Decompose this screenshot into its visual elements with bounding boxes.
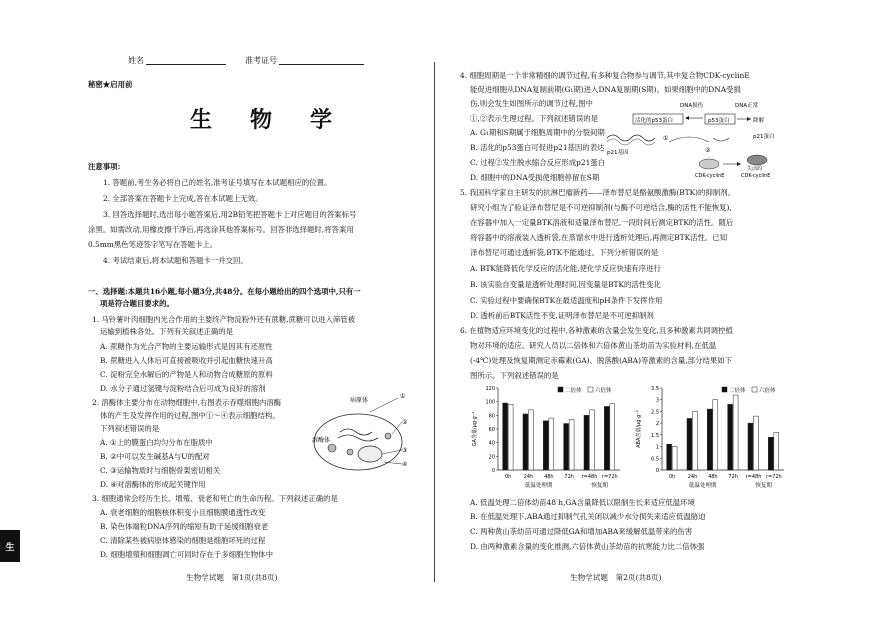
bar [543, 421, 548, 470]
ticket-field[interactable]: 准考证号 [245, 56, 364, 65]
q2-option: A. ①上的膜蛋白均匀分布在脂质中 [100, 438, 213, 447]
column-divider [434, 62, 435, 582]
x-tick-label: 24h [687, 474, 698, 480]
bar [748, 423, 753, 470]
y-tick-label: 1.5 [651, 432, 659, 439]
q5-stem: 5. 我国科学家自主研发的抗淋巴瘤新药——泽布替尼是酪氨酸激酶(BTK)的抑制剂。 [460, 188, 735, 197]
bar [754, 416, 759, 470]
fig-label: p21基因 [607, 150, 629, 156]
bar [569, 419, 574, 470]
y-tick-label: 0 [491, 468, 495, 474]
y-tick-label: 1 [655, 444, 659, 451]
fig-label: p53蛋白 [708, 118, 730, 124]
group-label: 恢复期 [591, 483, 608, 489]
bar [584, 415, 589, 470]
q5-option: D. 透析前后BTK活性不变,证明泽布替尼是不可逆抑制剂 [470, 311, 654, 320]
y-tick-label: 20 [488, 454, 495, 461]
q5-option: B. 该实验自变量是透析处理时间,因变量是BTK的活性变化 [470, 280, 661, 289]
bar [549, 418, 554, 470]
q1-option: A. 蔗糖作为光合产物的主要运输形式是因其有还原性 [100, 342, 273, 351]
legend-swatch [752, 387, 757, 392]
legend-label: 二倍体 [729, 388, 746, 394]
q4-option: D. 细胞中的DNA受损使细胞停留在S期 [470, 173, 600, 182]
fig-label: ① [400, 393, 406, 400]
fig-label: 病原体 [350, 397, 369, 404]
bar [610, 404, 615, 470]
bar [713, 400, 718, 470]
note-item: 0.5mm黑色笔迹签字笔写在答题卡上。 [88, 240, 218, 249]
q5-stem: 在容器中加入一定量BTK溶液和适量泽布替尼,一段时间后测定BTK的活性。随后 [470, 218, 734, 227]
fig-label: ② [705, 147, 711, 154]
bar [693, 411, 698, 470]
q6-option: C. 两种黄山茶幼苗可通过降低GA和增加ABA来缓解低温带来的伤害 [470, 527, 693, 536]
y-tick-label: 0.5 [651, 456, 659, 463]
fig-label: ④ [402, 461, 408, 468]
q1-stem: 运输到植株各处。下列有关叙述正确的是 [100, 327, 234, 336]
note-item: 4. 考试结束后,将本试题和答题卡一并交回。 [103, 256, 248, 265]
fig-label: CDK-cyclinE [741, 173, 771, 178]
y-tick-label: 100 [485, 399, 495, 406]
y-tick-label: 60 [488, 427, 495, 433]
q2-option: D. ④对溶酶体的形成起关键作用 [100, 480, 206, 489]
y-tick-label: 40 [488, 440, 495, 447]
q4-option: A. G₁期和S期属于细胞周期中的分裂间期 [470, 128, 605, 137]
q3-stem: 3. 细胞通常会经历生长、增殖、衰老和死亡的生命历程。下列叙述正确的是 [92, 494, 338, 503]
q5-option: A. BTK能降低化学反应的活化能,使化学反应快速有序进行 [470, 264, 661, 273]
group-label: 低温处理期 [688, 483, 717, 489]
q6-option: D. 由两种激素含量的变化推测,六倍体黄山茶幼苗的抗寒能力比二倍体强 [470, 542, 705, 551]
note-item: 2. 全部答案在答题卡上完成,答在本试题上无效。 [103, 194, 263, 203]
aba-chart [632, 380, 792, 496]
group-label: 恢复期 [755, 483, 772, 489]
fig-label: ① [663, 135, 669, 142]
q5-stem: 研究小组为了验证泽布替尼是不可逆抑制剂(与酶不可逆结合,酶的活性不能恢复), [470, 203, 732, 212]
bar [564, 424, 569, 470]
fig-label: DNA正常 [735, 103, 759, 109]
q6-stem: 图所示。下列叙述错误的是 [470, 371, 559, 380]
q2-stem: 下列叙述错误的是 [100, 424, 160, 433]
q3-option: A. 衰老细胞的细胞核体积变小且细胞膜通透性改变 [100, 508, 266, 517]
bar [604, 406, 609, 470]
legend-swatch [722, 387, 727, 392]
fig-label: DNA损伤 [680, 103, 704, 109]
footer-left: 生物学试题 第1页(共8页) [186, 573, 278, 582]
q6-stem: (-4℃)处理及恢复期测定赤霉素(GA)、脱落酸(ABA)等激素的含量,部分结果如下 [470, 356, 733, 365]
notes-heading: 注意事项: [88, 162, 121, 171]
q2-stem: 体的产生及发挥作用的过程,图中①～④表示细胞结构。 [100, 411, 280, 420]
fig-label: 溶酶体 [312, 437, 331, 444]
q4-stem: 伤,则会发生如图所示的调节过程,图中 [470, 99, 593, 108]
y-tick-label: 3.5 [651, 386, 659, 392]
x-tick-label: 72h [728, 474, 738, 480]
y-tick-label: 3 [655, 397, 659, 404]
bar [733, 395, 738, 470]
fig-label: p21蛋白 [753, 134, 775, 140]
fig-label: 降解 [753, 118, 765, 124]
x-tick-label: r=48h [581, 474, 598, 480]
q3-option: B. 染色体端粒DNA序列的缩短有助于延缓细胞衰老 [100, 522, 269, 531]
q4-option: B. 活化的p53蛋白可促进p21基因的表达 [470, 143, 605, 152]
q4-stem: 4. 细胞周期是一个非常精细的调节过程,有多种复合物参与调节,其中复合物CDK-cyclinE [460, 71, 750, 80]
y-axis-label: GA含量/μg·g⁻¹ [472, 411, 478, 447]
q3-option: D. 细胞增殖和细胞凋亡可同时存在于多细胞生物体中 [100, 550, 273, 559]
name-field[interactable]: 姓名 [128, 56, 226, 65]
bar [667, 444, 672, 470]
bar [768, 437, 773, 470]
legend-label: 六倍体 [595, 388, 612, 394]
q5-stem: 将容器中的溶液装入透析袋,在蒸馏水中进行透析处理后,再测定BTK活性。已知 [470, 233, 728, 242]
bar [508, 404, 513, 470]
q6-option: A. 低温处理二倍体幼苗48 h,GA含量降低以限制生长来适应低温环境 [470, 498, 695, 507]
x-tick-label: 0h [504, 474, 512, 480]
fig-label: 失活的 [747, 166, 763, 172]
legend-swatch [588, 387, 593, 392]
bar [774, 433, 779, 470]
x-tick-label: r=72h [765, 474, 782, 480]
q4-stem: ①,②表示生理过程。下列叙述错误的是 [470, 114, 598, 123]
q2-option: C. ③运输物质时与细胞骨架密切相关 [100, 466, 221, 475]
section-heading: 一、选择题:本题共16小题,每小题3分,共48分。在每小题给出的四个选项中,只有一 [88, 287, 361, 296]
q3-option: C. 清除某些被病原体感染的细胞是细胞坏死的过程 [100, 536, 266, 545]
y-tick-label: 80 [488, 413, 495, 420]
fig-label: 活化的p53蛋白 [635, 118, 673, 124]
x-tick-label: 0h [668, 474, 676, 480]
lysosome-figure [310, 392, 410, 478]
legend-label: 六倍体 [759, 388, 776, 394]
legend-swatch [558, 387, 563, 392]
q6-option: B. 在低温处理下,ABA通过抑制气孔关闭以减少水分损失来适应低温胁迫 [470, 512, 706, 521]
bar [672, 447, 677, 470]
q1-option: D. 水分子通过氢键与淀粉结合后可成为良好的溶剂 [100, 384, 266, 393]
q4-option: C. 过程②发生脱水缩合反应形成p21蛋白 [470, 158, 606, 167]
bar [590, 410, 595, 470]
bar [523, 414, 528, 470]
bar [529, 410, 534, 470]
q5-option: C. 实验过程中要确保BTK在最适温度和pH条件下发挥作用 [470, 296, 663, 305]
secret-label: 秘密★启用前 [88, 80, 133, 89]
fig-label: CDK-cyclinE [695, 173, 725, 178]
q2-option: B. ②中可以发生碱基A与U的配对 [100, 452, 210, 461]
footer-right: 生物学试题 第2页(共8页) [570, 573, 662, 582]
fig-label: ② [402, 419, 408, 426]
x-tick-label: 72h [564, 474, 574, 480]
y-tick-label: 2 [655, 421, 659, 428]
fig-label: ③ [402, 447, 408, 454]
q4-stem: 能促进细胞从DNA复制前期(G₁期)进入DNA复制期(S期)。如果细胞中的DNA受损 [470, 85, 741, 94]
note-item: 涂黑。如需改动,用橡皮擦干净后,再选涂其他答案标号。回答非选择题时,将答案用 [88, 225, 354, 234]
q2-stem: 2. 溶酶体主要分布在动物细胞中,右图表示吞噬细胞内溶酶 [92, 398, 282, 407]
cell-cycle-figure [605, 98, 795, 178]
bar [707, 409, 712, 470]
subject-tab: 生 [0, 530, 20, 562]
bar [728, 404, 733, 470]
x-tick-label: r=72h [601, 474, 618, 480]
y-tick-label: 120 [485, 386, 495, 392]
q1-option: B. 蔗糖进入人体后可直接被吸收并引起血糖快速升高 [100, 356, 273, 365]
x-tick-label: 48h [708, 474, 718, 480]
ga-chart [468, 380, 628, 496]
legend-label: 二倍体 [565, 388, 582, 394]
page-title: 生 物 学 [190, 107, 341, 133]
y-tick-label: 0 [655, 468, 659, 474]
bar [687, 418, 692, 470]
q1-stem: 1. 马铃薯叶肉细胞内光合作用的主要终产物淀粉外还有蔗糖,蔗糖可以进入筛管被 [92, 315, 356, 324]
x-tick-label: 48h [544, 474, 554, 480]
y-axis-label: ABA含量/μg·g⁻¹ [636, 410, 642, 448]
q6-stem: 6. 在植物适应环境变化的过程中,各种激素的含量会发生变化,且多种激素共同调控植 [460, 326, 733, 335]
bar [503, 403, 508, 470]
y-tick-label: 2.5 [651, 409, 659, 416]
group-label: 低温处理期 [524, 483, 553, 489]
section-heading-cont: 项是符合题目要求的。 [100, 299, 174, 308]
q5-stem: 泽布替尼可通过透析袋,BTK不能通过。下列分析错误的是 [470, 248, 659, 257]
note-item: 1. 答题前,考生务必将自己的姓名,准考证号填写在本试题相应的位置。 [103, 178, 332, 187]
q6-stem: 物对环境的适应。研究人员以二倍体和六倍体黄山茶幼苗为实验材料,在低温 [470, 341, 717, 350]
x-tick-label: 24h [523, 474, 534, 480]
note-item: 3. 回答选择题时,选出每小题答案后,用2B铅笔把答题卡上对应题目的答案标号 [103, 210, 357, 219]
x-tick-label: r=48h [745, 474, 762, 480]
q1-option: C. 淀粉完全水解后的产物是人和动物合成糖原的原料 [100, 370, 273, 379]
